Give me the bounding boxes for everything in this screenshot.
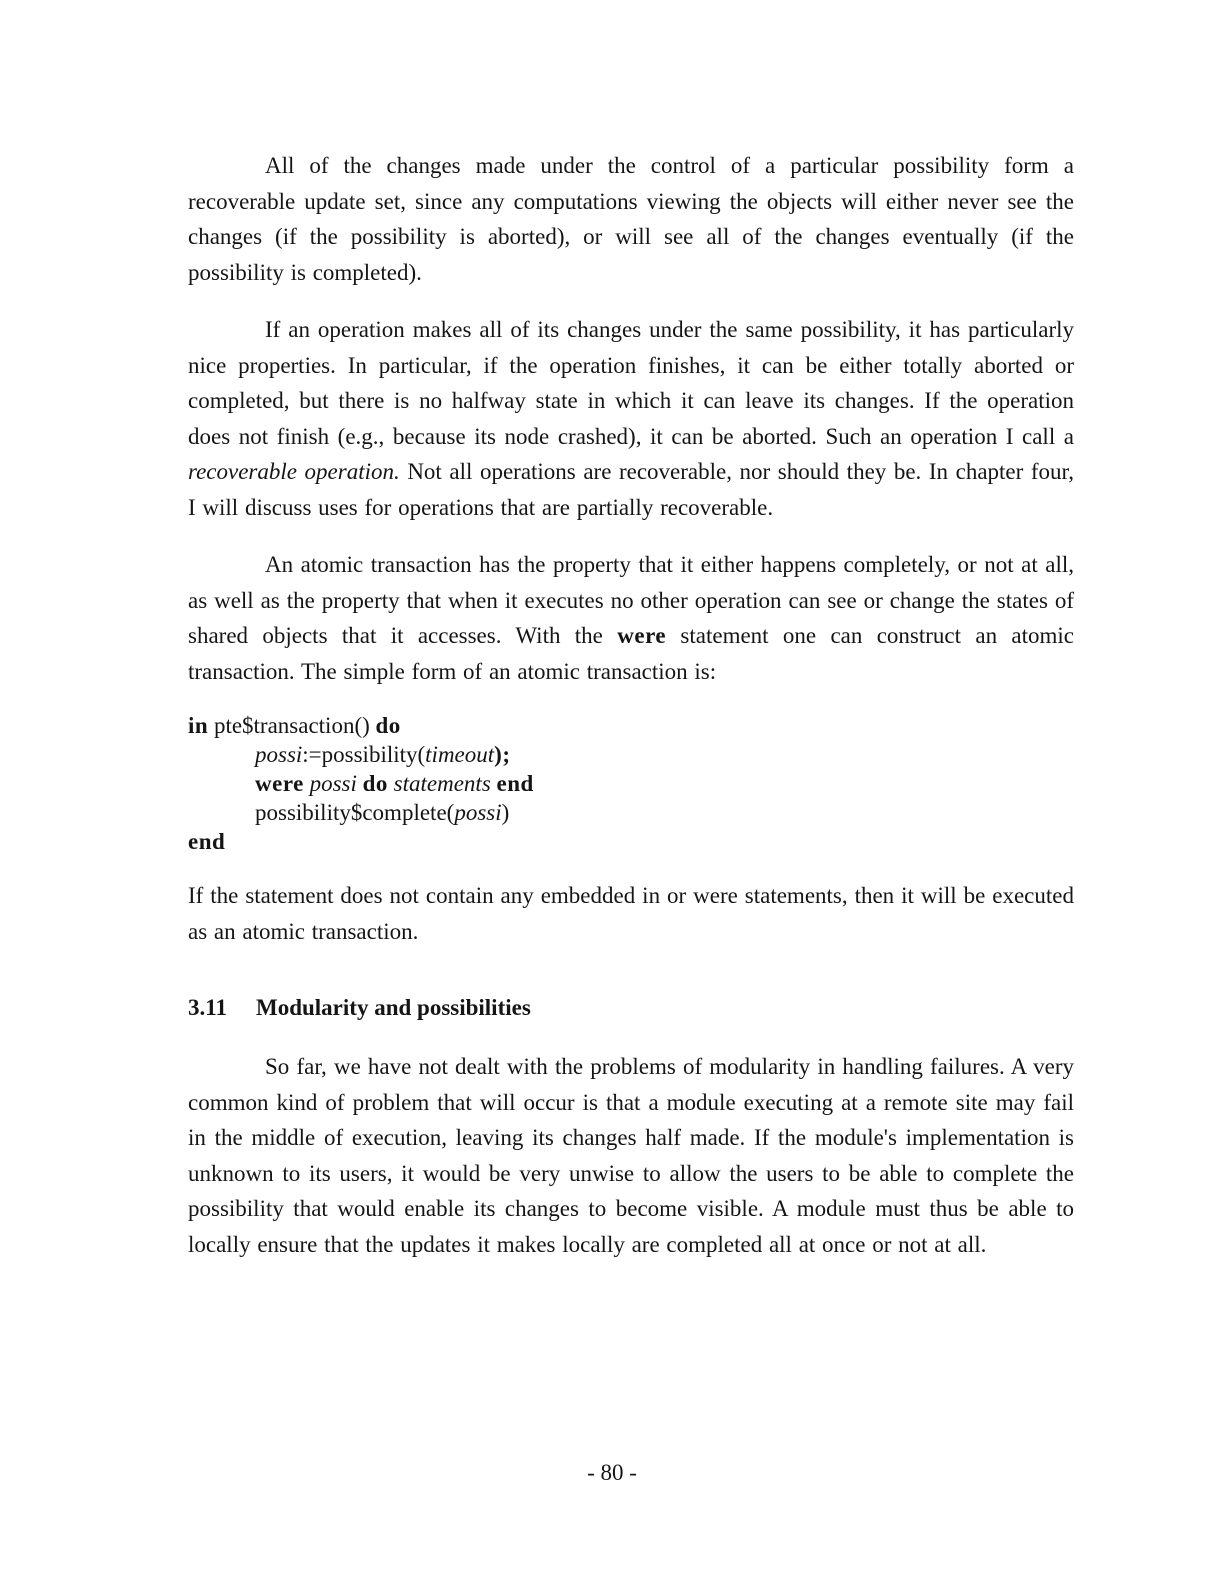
- emphasized-term: recoverable operation.: [188, 459, 400, 484]
- paragraph-gap: [188, 856, 1074, 878]
- code-keyword: end: [188, 829, 226, 854]
- keyword-were: were: [617, 623, 667, 648]
- code-line: [188, 798, 1074, 827]
- code-keyword: end: [496, 771, 534, 796]
- code-line: [188, 769, 1074, 798]
- code-block: [188, 711, 1074, 856]
- code-variable: statements: [393, 771, 491, 796]
- section-title: Modularity and possibilities: [256, 995, 531, 1020]
- code-line: [188, 740, 1074, 769]
- paragraph-modularity: So far, we have not dealt with the problems of modularity in handling failures. A very common kind of problem that will occur is that a module executing at a remote site may fail in the middle of execution, leaving its changes half made. If the module's implementation is unknown to its users, it would be very unwise to allow the users to be able to complete the possibility that would enable its changes to become visible. A module must thus be able to locally ensure that the updates it makes locally are completed all at once or not at all.: [188, 1054, 1074, 1257]
- paragraph-recoverable-update-set: All of the changes made under the control of a particular possibility form a recoverable update set, since any computations viewing the objects will either never see the changes (if the possibility is aborted), or will see all of the changes eventually (if the possibility is completed).: [188, 153, 1074, 285]
- paragraph-atomic-transaction: [188, 547, 1074, 689]
- code-keyword: were: [255, 771, 304, 796]
- paragraph-recoverable-operation: [188, 312, 1074, 525]
- code-variable: possi: [255, 742, 303, 767]
- code-text: ): [501, 800, 510, 825]
- code-text: possibility$complete(: [255, 800, 455, 825]
- code-keyword: do: [362, 771, 388, 796]
- code-text: );: [494, 742, 511, 767]
- code-keyword: do: [375, 713, 401, 738]
- page-body: [188, 148, 1074, 1262]
- code-variable: possi: [309, 771, 357, 796]
- code-keyword: in: [188, 713, 209, 738]
- code-line: [188, 711, 1074, 740]
- section-heading: [188, 993, 1074, 1023]
- section-number: 3.11: [188, 995, 227, 1020]
- paragraph-gap: [188, 525, 1074, 547]
- paragraph-gap: [188, 290, 1074, 312]
- paragraph-embedded-statements: If the statement does not contain any embedded in or were statements, then it will be executed as an atomic transaction.: [188, 883, 1074, 944]
- paragraph-text: An atomic transaction has the property that it either happens completely, or not at all, as well as the property that when it executes no other operation can see or change the states of shared objects that it accesses. With the: [188, 552, 1074, 648]
- paragraph-text: If an operation makes all of its changes under the same possibility, it has particularly nice properties. In particular, if the operation finishes, it can be either totally aborted or completed, but there is no halfway state in which it can leave its changes. If the operation does not finish (e.g., because its node crashed), it can be aborted. Such an operation I call a: [188, 317, 1074, 449]
- code-line: [188, 827, 1074, 856]
- code-variable: timeout: [425, 742, 495, 767]
- code-text: :=possibility(: [302, 742, 426, 767]
- code-variable: possi: [454, 800, 502, 825]
- code-text: pte$transaction(): [208, 713, 376, 738]
- paragraph-text: Not all operations are recoverable, nor should they be. In chapter four, I will discuss uses for operations that are partially recoverable.: [188, 459, 1074, 520]
- paragraph-text: statement one can construct an atomic transaction. The simple form of an atomic transaction is:: [188, 623, 1074, 684]
- page-number: - 80 -: [587, 1460, 637, 1485]
